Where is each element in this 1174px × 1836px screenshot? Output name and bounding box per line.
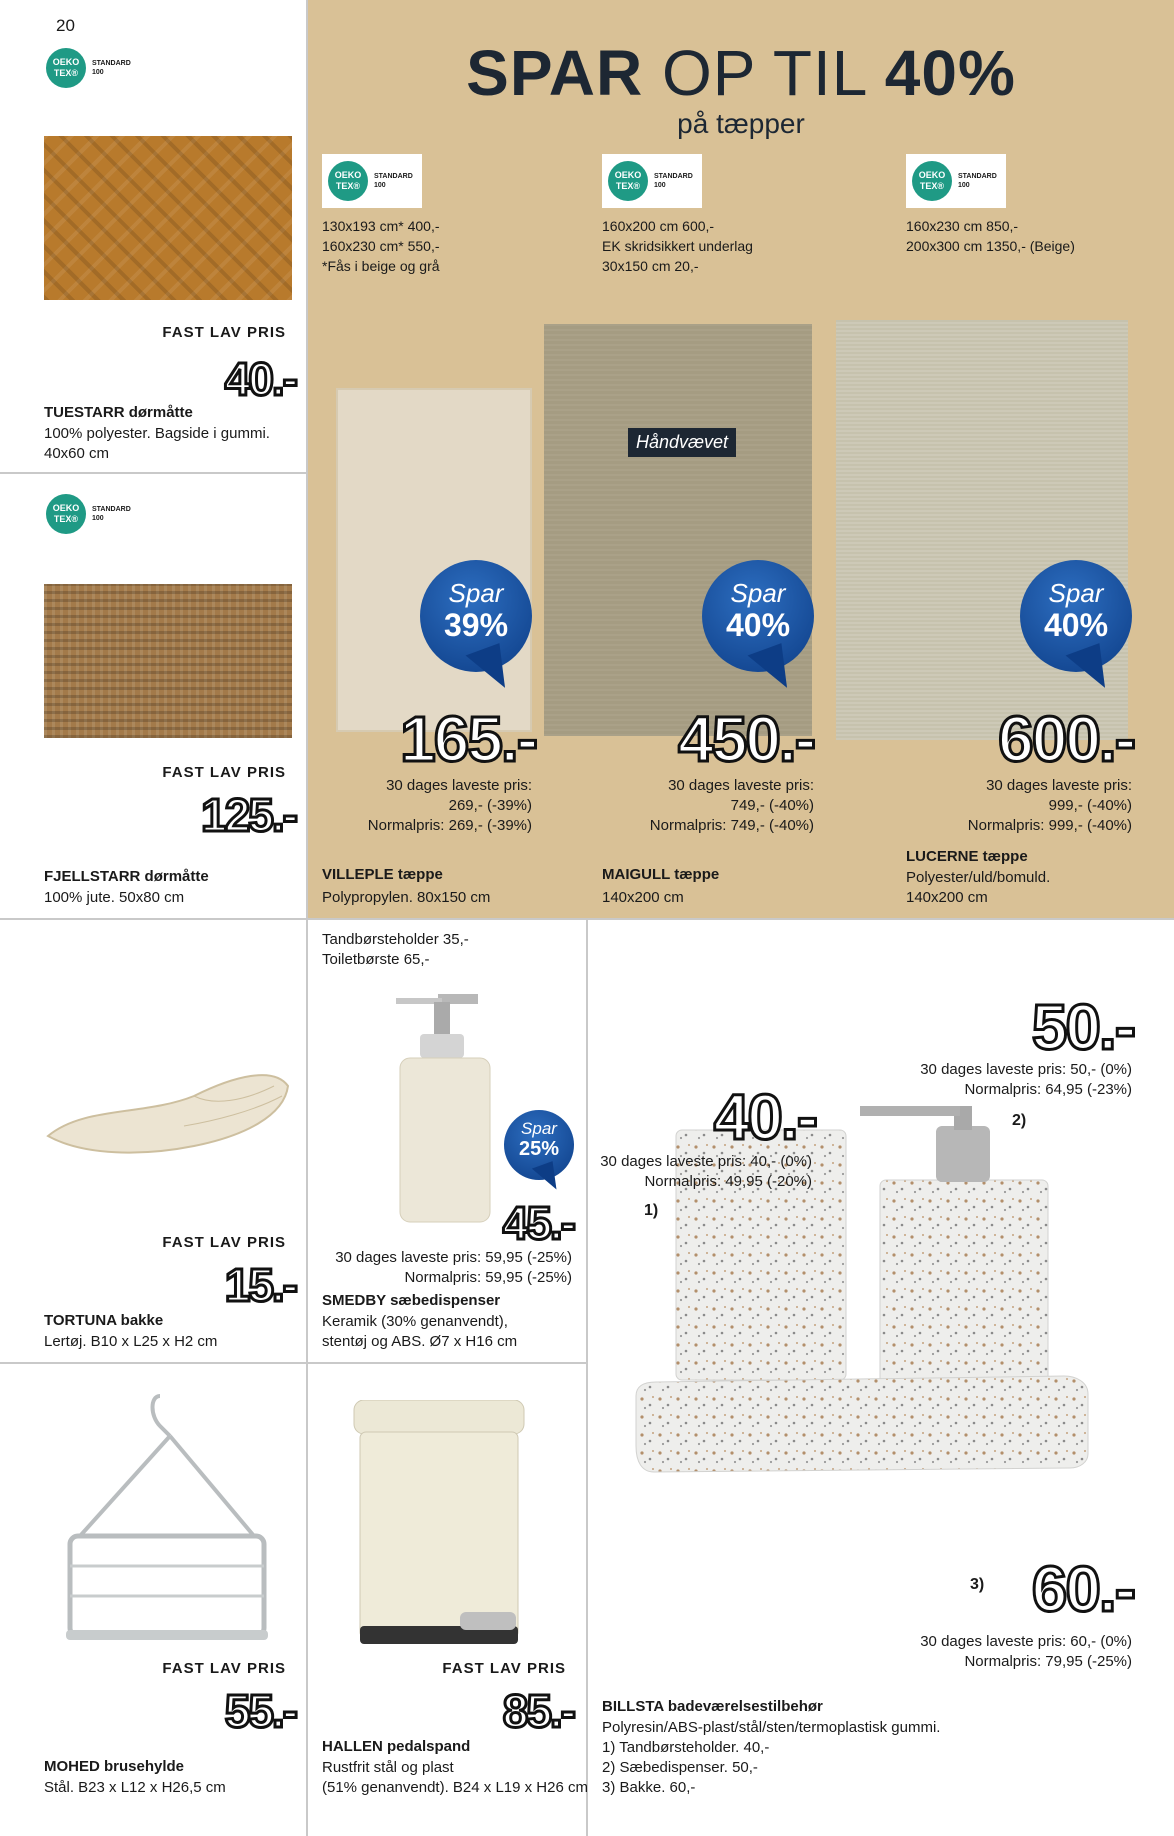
smedby-spar-badge [504, 1110, 574, 1180]
lowest-price-value: 999,- (-40%) [1048, 797, 1132, 814]
spar-percent: 40% [725, 607, 791, 643]
oeko-tex-logo: OEKO TEX® [46, 48, 86, 88]
tuestarr-doormat-image [44, 136, 292, 300]
spar-word: Spar [521, 1119, 557, 1138]
maigull-spec-list [602, 216, 753, 276]
billsta-tray-price: 60.- [1031, 1553, 1134, 1625]
smedby-extra-1: Tandbørsteholder 35,- [322, 931, 469, 948]
subheadline: på tæpper [677, 108, 805, 139]
villeple-spar-badge [420, 560, 532, 672]
lucerne-price: 600.- [998, 703, 1134, 775]
billsta-holder-price-info [600, 1152, 812, 1192]
villeple-price-info [330, 776, 532, 836]
spar-percent: 25% [518, 1138, 560, 1160]
billsta-name: BILLSTA badeværelsestilbehør [602, 1698, 823, 1715]
billsta-item-1: 1) Tandbørsteholder. 40,- [602, 1739, 770, 1756]
lowest-price: 30 dages laveste pris: 50,- (0%) [920, 1061, 1132, 1078]
oeko-tex-label: STANDARD 100 [374, 173, 413, 189]
billsta-dispenser-price: 50.- [1031, 991, 1134, 1063]
hallen-name: HALLEN pedalspand [322, 1738, 471, 1755]
handvaevet-tag: Håndvævet [628, 428, 736, 457]
fast-lav-pris-label: FAST LAV PRIS [162, 324, 286, 341]
spar-word: Spar [1048, 578, 1104, 608]
hallen-desc-2: (51% genanvendt). B24 x L19 x H26 cm [322, 1779, 588, 1796]
oeko-tex-label: STANDARD 100 [92, 60, 131, 76]
lowest-price-label: 30 dages laveste pris: [386, 777, 532, 794]
lowest-price: 30 dages laveste pris: 60,- (0%) [920, 1633, 1132, 1650]
headline-percent: 40% [884, 37, 1016, 109]
billsta-marker-1: 1) [644, 1202, 659, 1219]
headline-spar: SPAR [466, 37, 644, 109]
oeko-tex-logo: OEKO TEX® [328, 161, 368, 201]
oeko-tex-logo: OEKO TEX® [912, 161, 952, 201]
lucerne-spec-list [906, 216, 1075, 256]
normal-price: Normalpris: 999,- (-40%) [967, 817, 1132, 834]
speech-tail [532, 1161, 562, 1195]
fast-lav-pris-label: FAST LAV PRIS [162, 1660, 286, 1677]
mohed-shower-basket-image [60, 1386, 274, 1666]
normal-price: Normalpris: 749,- (-40%) [649, 817, 814, 834]
normal-price: Normalpris: 79,95 (-25%) [964, 1653, 1132, 1670]
tuestarr-name: TUESTARR dørmåtte [44, 404, 193, 421]
lucerne-name: LUCERNE tæppe [906, 848, 1028, 865]
divider [586, 918, 588, 1836]
normal-price: Normalpris: 64,95 (-23%) [964, 1081, 1132, 1098]
villeple-spec: 130x193 cm* 400,- [322, 218, 440, 234]
oeko-tex-badge [906, 154, 1006, 208]
fast-lav-pris-label: FAST LAV PRIS [162, 1234, 286, 1251]
hallen-pedal-bin-image [350, 1400, 528, 1648]
tortuna-tray-image [44, 1066, 290, 1156]
maigull-spec: 160x200 cm 600,- [602, 218, 715, 234]
fjellstarr-doormat-image [44, 584, 292, 738]
villeple-desc: Polypropylen. 80x150 cm [322, 889, 491, 906]
villeple-price: 165.- [400, 703, 536, 775]
smedby-soap-dispenser-image [392, 994, 496, 1224]
divider [0, 1362, 586, 1364]
oeko-tex-label: STANDARD 100 [654, 173, 693, 189]
billsta-marker-3: 3) [970, 1576, 985, 1593]
mohed-price: 55.- [224, 1685, 296, 1737]
oeko-tex-badge [602, 154, 702, 208]
normal-price: Normalpris: 49,95 (-20%) [644, 1173, 812, 1190]
headline-op-til: OP TIL [643, 37, 885, 109]
spar-percent: 39% [443, 607, 509, 643]
lucerne-price-info [900, 776, 1132, 836]
villeple-spec: *Fås i beige og grå [322, 258, 440, 274]
tuestarr-size: 40x60 cm [44, 445, 110, 462]
fast-lav-pris-label: FAST LAV PRIS [442, 1660, 566, 1677]
smedby-price: 45.- [502, 1197, 574, 1249]
oeko-tex-label: STANDARD 100 [958, 173, 997, 189]
maigull-spec: EK skridsikkert underlag [602, 238, 753, 254]
normal-price: Normalpris: 269,- (-39%) [367, 817, 532, 834]
tortuna-desc: Lertøj. B10 x L25 x H2 cm [44, 1333, 218, 1350]
maigull-spec: 30x150 cm 20,- [602, 258, 699, 274]
billsta-dispenser-price-info [860, 1060, 1132, 1100]
billsta-tray-price-info [860, 1632, 1132, 1672]
fjellstarr-desc: 100% jute. 50x80 cm [44, 889, 185, 906]
billsta-item-2: 2) Sæbedispenser. 50,- [602, 1759, 758, 1776]
spar-percent: 40% [1043, 607, 1109, 643]
villeple-spec: 160x230 cm* 550,- [322, 238, 440, 254]
spar-word: Spar [730, 578, 786, 608]
tortuna-price: 15.- [224, 1259, 296, 1311]
lowest-price-value: 269,- (-39%) [448, 797, 532, 814]
lucerne-spec: 160x230 cm 850,- [906, 218, 1019, 234]
fjellstarr-price: 125.- [201, 789, 296, 841]
smedby-name: SMEDBY sæbedispenser [322, 1292, 501, 1309]
normal-price: Normalpris: 59,95 (-25%) [404, 1269, 572, 1286]
villeple-name: VILLEPLE tæppe [322, 866, 443, 883]
maigull-spar-badge [702, 560, 814, 672]
oeko-tex-label: STANDARD 100 [92, 506, 131, 522]
lowest-price: 30 dages laveste pris: 40,- (0%) [600, 1153, 812, 1170]
billsta-holder-price: 40.- [713, 1081, 816, 1153]
lowest-price-value: 749,- (-40%) [730, 797, 814, 814]
maigull-price-info [600, 776, 814, 836]
villeple-spec-list [322, 216, 440, 276]
lowest-price-label: 30 dages laveste pris: [668, 777, 814, 794]
smedby-desc-2: stentøj og ABS. Ø7 x H16 cm [322, 1333, 518, 1350]
lowest-price: 30 dages laveste pris: 59,95 (-25%) [335, 1249, 572, 1266]
smedby-desc: Keramik (30% genanvendt), [322, 1313, 508, 1330]
lucerne-spec: 200x300 cm 1350,- (Beige) [906, 238, 1075, 254]
billsta-item-3: 3) Bakke. 60,- [602, 1779, 696, 1796]
oeko-tex-badge [46, 494, 132, 534]
fjellstarr-name: FJELLSTARR dørmåtte [44, 868, 209, 885]
lucerne-spar-badge [1020, 560, 1132, 672]
tortuna-name: TORTUNA bakke [44, 1312, 164, 1329]
oeko-tex-badge [46, 48, 132, 88]
smedby-extra-2: Toiletbørste 65,- [322, 951, 430, 968]
mohed-name: MOHED brusehylde [44, 1758, 185, 1775]
spar-word: Spar [448, 578, 504, 608]
tuestarr-desc: 100% polyester. Bagside i gummi. [44, 425, 270, 442]
maigull-name: MAIGULL tæppe [602, 866, 720, 883]
hallen-price: 85.- [502, 1685, 574, 1737]
page-number: 20 [56, 16, 75, 35]
maigull-price: 450.- [678, 703, 814, 775]
lowest-price-label: 30 dages laveste pris: [986, 777, 1132, 794]
maigull-desc: 140x200 cm [602, 889, 684, 906]
hallen-desc: Rustfrit stål og plast [322, 1759, 454, 1776]
lucerne-size: 140x200 cm [906, 889, 988, 906]
headline [308, 36, 1174, 110]
oeko-tex-logo: OEKO TEX® [46, 494, 86, 534]
mohed-desc: Stål. B23 x L12 x H26,5 cm [44, 1779, 226, 1796]
tuestarr-price: 40.- [224, 353, 296, 405]
billsta-desc: Polyresin/ABS-plast/stål/sten/termoplastisk gummi. [602, 1719, 941, 1736]
divider [0, 472, 306, 474]
oeko-tex-badge [322, 154, 422, 208]
smedby-price-info [322, 1248, 572, 1288]
oeko-tex-logo: OEKO TEX® [608, 161, 648, 201]
lucerne-desc: Polyester/uld/bomuld. [906, 869, 1051, 886]
billsta-marker-2: 2) [1012, 1112, 1027, 1129]
fast-lav-pris-label: FAST LAV PRIS [162, 764, 286, 781]
